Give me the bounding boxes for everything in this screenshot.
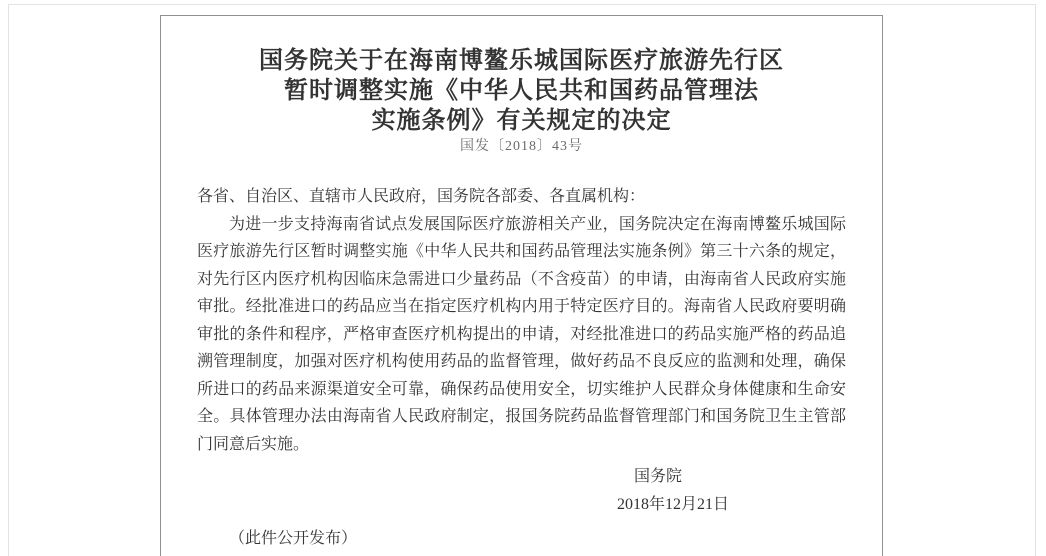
signature-block <box>197 463 846 519</box>
document-title-line-1: 国务院关于在海南博鳌乐城国际医疗旅游先行区 <box>259 48 784 74</box>
body-paragraph: 为进一步支持海南省试点发展国际医疗旅游相关产业，国务院决定在海南博鳌乐城国际医疗旅游先行区暂时调整实施《中华人民共和国药品管理法实施条例》第三十六条的规定，对先行区内医疗机构因临床急需进口少量药品（不含疫苗）的申请，由海南省人民政府实施审批。经批准进口的药品应当在指定医疗机构内用于特定医疗目的。海南省人民政府要明确审批的条件和程序，严格审查医疗机构提出的申请，对经批准进口的药品实施严格的药品追溯管理制度，加强对医疗机构使用药品的监督管理，做好药品不良反应的监测和处理，确保所进口的药品来源渠道安全可靠，确保药品使用安全，切实维护人民群众身体健康和生命安全。具体管理办法由海南省人民政府制定，报国务院药品监督管理部门和国务院卫生主管部门同意后实施。 <box>197 215 846 453</box>
public-release-note: （此件公开发布） <box>229 530 358 547</box>
signer-name: 国务院 <box>633 468 682 485</box>
document-title-line-2: 暂时调整实施《中华人民共和国药品管理法 <box>284 78 759 104</box>
document-title-line-3: 实施条例》有关规定的决定 <box>371 108 672 134</box>
document-panel <box>160 15 883 556</box>
signature-date: 2018年12月21日 <box>616 496 729 513</box>
salutation-line: 各省、自治区、直辖市人民政府，国务院各部委、各直属机构： <box>197 188 646 205</box>
document-title <box>197 46 846 136</box>
document-number: 国发〔2018〕43号 <box>460 139 583 154</box>
document-body <box>197 183 846 458</box>
